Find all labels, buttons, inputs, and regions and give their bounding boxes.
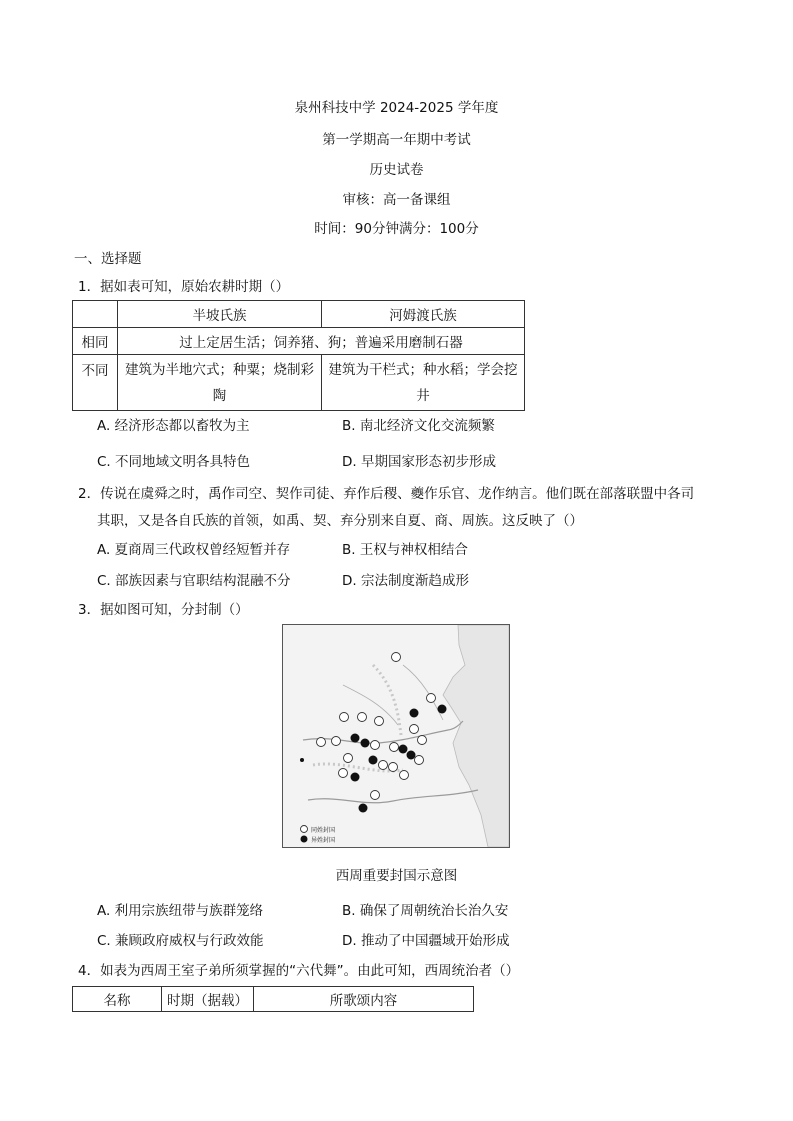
q1-row-diff-hemudu xyxy=(322,355,525,411)
state-marker xyxy=(317,738,326,747)
state-marker xyxy=(392,653,401,662)
legend-same-label: 同姓封国 xyxy=(311,827,336,834)
q2-option-a[interactable]: A. 夏商周三代政权曾经短暂并存 xyxy=(97,542,291,558)
q4-stem: 4．如表为西周王室子弟所须掌握的“六代舞”。由此可知，西周统治者（） xyxy=(78,963,520,979)
q1-stem: 1．据如表可知，原始农耕时期（） xyxy=(78,279,290,295)
subject-title: 历史试卷 xyxy=(369,162,424,178)
state-marker xyxy=(399,745,408,754)
state-marker xyxy=(375,717,384,726)
legend-diff-label: 异姓封国 xyxy=(311,837,336,844)
q2-option-c[interactable]: C. 部族因素与官职结构混融不分 xyxy=(97,573,291,589)
q1-table xyxy=(72,300,525,411)
state-marker xyxy=(344,754,353,763)
state-marker xyxy=(371,791,380,800)
map-graphic xyxy=(283,625,509,847)
state-marker xyxy=(358,713,367,722)
western-zhou-fiefdom-map xyxy=(282,624,510,848)
q3-option-d[interactable]: D. 推动了中国疆域开始形成 xyxy=(342,933,510,949)
q4-table xyxy=(72,986,474,1012)
reviewer-line: 审核：高一备课组 xyxy=(342,192,451,208)
q4-header-period: 时期（据载） xyxy=(162,987,254,1012)
state-marker xyxy=(369,756,378,765)
q4-header-name: 名称 xyxy=(73,987,162,1012)
q2-stem-line1: 2．传说在虞舜之时，禹作司空、契作司徒、弃作后稷、夔作乐官、龙作纳言。他们既在部落联盟中各司 xyxy=(78,486,695,502)
q3-option-a[interactable]: A. 利用宗族纽带与族群笼络 xyxy=(97,903,264,919)
q1-row-diff-banpo-line2: 陶 xyxy=(212,387,227,404)
q1-table-corner xyxy=(73,301,118,328)
state-marker xyxy=(359,804,368,813)
exam-title: 第一学期高一年期中考试 xyxy=(322,132,471,148)
q1-row-diff-label: 不同 xyxy=(73,355,118,411)
state-marker xyxy=(351,734,360,743)
state-marker xyxy=(418,736,427,745)
q1-option-b[interactable]: B. 南北经济文化交流频繁 xyxy=(342,418,495,434)
state-marker xyxy=(427,694,436,703)
state-marker xyxy=(400,771,409,780)
state-marker xyxy=(332,737,341,746)
state-marker xyxy=(389,763,398,772)
state-marker xyxy=(361,739,370,748)
state-marker xyxy=(339,769,348,778)
state-marker xyxy=(390,743,399,752)
q1-row-diff-hemudu-line2: 井 xyxy=(416,387,430,404)
q1-header-banpo: 半坡氏族 xyxy=(118,301,322,328)
school-title: 泉州科技中学 2024-2025 学年度 xyxy=(294,100,499,116)
q4-header-content: 所歌颂内容 xyxy=(254,987,474,1012)
state-marker xyxy=(351,773,360,782)
state-marker xyxy=(410,725,419,734)
q3-option-b[interactable]: B. 确保了周朝统治长治久安 xyxy=(342,903,509,919)
state-marker xyxy=(340,713,349,722)
q3-stem: 3．据如图可知，分封制（） xyxy=(78,602,249,618)
state-marker xyxy=(407,751,416,760)
legend-filled-circle xyxy=(301,836,308,843)
q1-row-diff-hemudu-line1: 建筑为干栏式；种水稻；学会挖 xyxy=(328,361,518,378)
q1-option-d[interactable]: D. 早期国家形态初步形成 xyxy=(342,454,496,470)
state-marker xyxy=(438,705,447,714)
q2-stem-line2: 其职，又是各自氏族的首领，如禹、契、弃分别来自夏、商、周族。这反映了（） xyxy=(97,513,583,529)
q1-option-c[interactable]: C. 不同地域文明各具特色 xyxy=(97,454,251,470)
q2-option-b[interactable]: B. 王权与神权相结合 xyxy=(342,542,468,558)
q3-option-c[interactable]: C. 兼顾政府威权与行政效能 xyxy=(97,933,264,949)
q1-row-same-text: 过上定居生活；饲养猪、狗；普遍采用磨制石器 xyxy=(118,328,525,355)
q2-option-d[interactable]: D. 宗法制度渐趋成形 xyxy=(342,573,469,589)
state-marker xyxy=(410,709,419,718)
q1-option-a[interactable]: A. 经济形态都以畜牧为主 xyxy=(97,418,250,434)
capital-dot xyxy=(300,758,304,762)
q1-header-hemudu: 河姆渡氏族 xyxy=(322,301,525,328)
q1-row-diff-banpo-line1: 建筑为半地穴式；种粟；烧制彩 xyxy=(125,361,314,378)
q1-row-same-label: 相同 xyxy=(73,328,118,355)
section-title: 一、选择题 xyxy=(74,251,142,267)
q1-row-diff-banpo xyxy=(118,355,322,411)
state-marker xyxy=(371,741,380,750)
state-marker xyxy=(379,761,388,770)
legend-hollow-circle xyxy=(301,826,308,833)
state-marker xyxy=(415,756,424,765)
map-caption: 西周重要封国示意图 xyxy=(335,868,458,884)
exam-time-line: 时间：90分钟满分：100分 xyxy=(314,221,479,237)
